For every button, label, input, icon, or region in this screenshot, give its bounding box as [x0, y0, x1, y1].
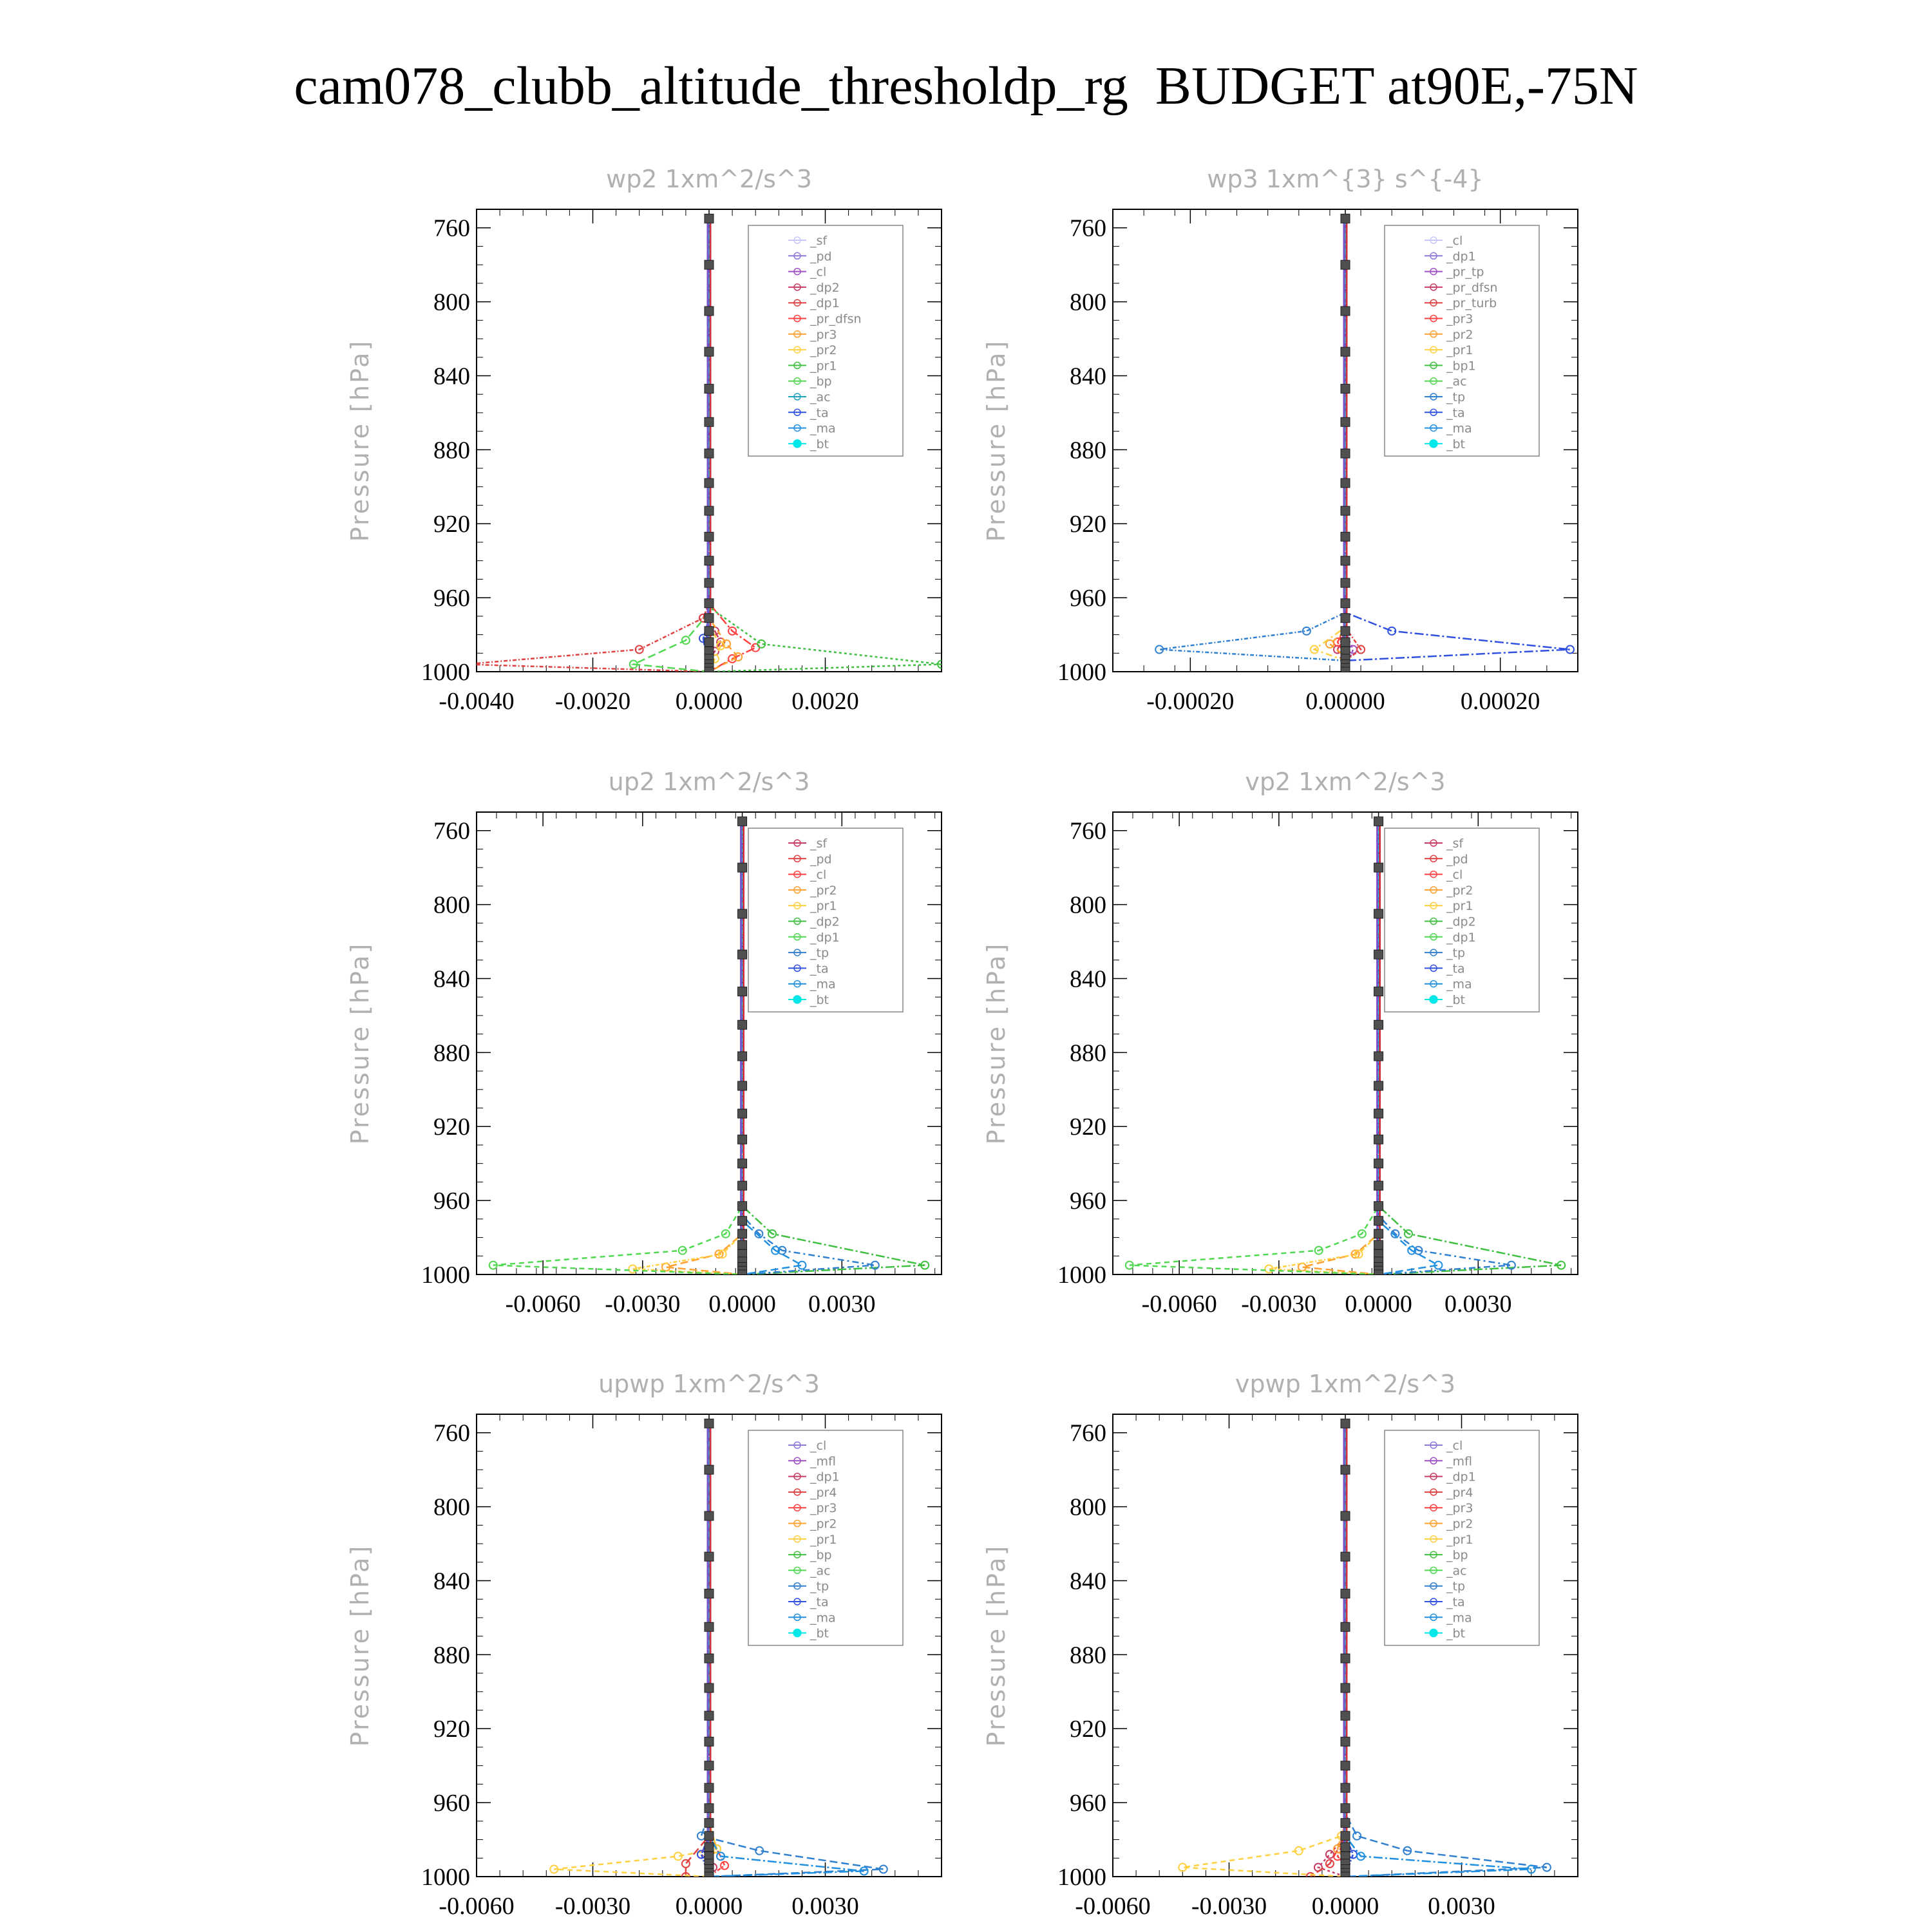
level-marker	[1341, 1711, 1350, 1720]
level-marker	[1341, 1683, 1350, 1692]
legend-label: _pr2	[810, 883, 837, 898]
legend-label: _mfl	[810, 1454, 836, 1469]
level-marker	[705, 260, 714, 269]
level-marker	[1374, 909, 1383, 918]
chart-panel-3	[346, 768, 942, 1318]
x-tick-label: 0.0000	[1345, 1291, 1412, 1318]
legend-label: _tp	[810, 1579, 829, 1594]
level-marker	[705, 449, 714, 458]
level-marker	[738, 1159, 747, 1168]
level-marker	[1374, 1159, 1383, 1168]
legend-label: _ta	[1446, 406, 1465, 421]
level-marker	[705, 578, 714, 587]
legend-label: _ta	[810, 961, 829, 976]
level-marker	[1341, 638, 1350, 647]
level-marker	[738, 1202, 747, 1211]
legend-label: _ac	[1446, 374, 1467, 389]
level-marker	[1374, 1202, 1383, 1211]
y-axis-label: Pressure [hPa]	[982, 942, 1010, 1145]
level-marker	[705, 307, 714, 316]
legend-label: _ma	[1446, 421, 1472, 436]
level-marker	[705, 478, 714, 488]
y-tick-label: 960	[433, 1790, 470, 1817]
legend-label: _pd	[810, 249, 832, 264]
legend	[1385, 225, 1539, 456]
x-tick-label: 0.0000	[1311, 1893, 1379, 1920]
level-marker	[705, 1622, 714, 1631]
level-marker	[1341, 627, 1350, 636]
legend-label: _pr4	[1446, 1485, 1473, 1500]
level-marker	[738, 1135, 747, 1144]
x-tick-label: -0.0030	[1191, 1893, 1267, 1920]
level-marker	[1341, 578, 1350, 587]
legend-label: _dp1	[1446, 249, 1476, 264]
legend-marker	[1430, 1629, 1437, 1637]
level-marker	[1374, 950, 1383, 959]
legend-label: _pd	[1446, 852, 1468, 867]
legend-label: _bt	[1446, 437, 1466, 451]
level-marker	[1374, 863, 1383, 872]
y-tick-label: 880	[1070, 1039, 1106, 1067]
legend-label: _pr3	[810, 327, 837, 342]
legend-label: _cl	[1446, 234, 1463, 248]
legend	[1385, 1430, 1539, 1645]
level-marker	[1341, 1654, 1350, 1663]
y-tick-label: 920	[433, 1113, 470, 1141]
x-tick-label: -0.0030	[605, 1291, 681, 1318]
y-tick-label: 760	[433, 817, 470, 845]
legend-label: _bp	[810, 1548, 832, 1563]
level-marker	[705, 1832, 714, 1841]
series-line-pr1	[554, 1423, 717, 1877]
panel-title: wp3 1xm^{3} s^{-4}	[1207, 165, 1484, 193]
y-tick-label: 840	[1070, 965, 1106, 993]
y-tick-label: 800	[1070, 1493, 1106, 1521]
legend-marker	[793, 1629, 801, 1637]
level-marker	[705, 667, 714, 676]
level-marker	[1374, 1052, 1383, 1061]
x-tick-label: 0.0000	[675, 688, 743, 715]
chart-panel-4	[982, 768, 1578, 1318]
legend-marker	[793, 440, 801, 448]
data-point	[1349, 1851, 1357, 1859]
legend-label: _sf	[810, 234, 828, 248]
y-tick-label: 1000	[1057, 1864, 1106, 1891]
level-marker	[705, 1872, 714, 1881]
y-tick-label: 800	[433, 1493, 470, 1521]
level-marker	[1341, 532, 1350, 541]
legend-label: _pr2	[1446, 327, 1473, 342]
legend-label: _bp	[810, 374, 832, 389]
level-marker	[1341, 1783, 1350, 1792]
legend-marker	[793, 996, 801, 1003]
level-marker	[705, 1842, 714, 1852]
level-marker	[738, 909, 747, 918]
legend-label: _dp1	[810, 930, 840, 945]
legend-marker	[1430, 996, 1437, 1003]
series-line-pr4	[1311, 1423, 1345, 1877]
data-point	[682, 1860, 690, 1868]
y-tick-label: 840	[1070, 1567, 1106, 1595]
level-marker	[1374, 1270, 1383, 1279]
level-marker	[1341, 1589, 1350, 1598]
legend	[1385, 828, 1539, 1012]
level-marker	[738, 1270, 747, 1279]
y-tick-label: 840	[433, 965, 470, 993]
legend-label: _pr3	[810, 1501, 837, 1516]
level-marker	[738, 1240, 747, 1249]
level-marker	[705, 1654, 714, 1663]
legend-label: _pr1	[810, 359, 837, 374]
chart-panel-5	[346, 1370, 942, 1920]
y-tick-label: 800	[1070, 289, 1106, 316]
series-line-bp	[634, 218, 709, 672]
level-marker	[1374, 817, 1383, 826]
level-marker	[1374, 1229, 1383, 1238]
legend-label: _cl	[1446, 867, 1463, 882]
x-tick-label: -0.00020	[1146, 688, 1235, 715]
x-tick-label: 0.0030	[1444, 1291, 1512, 1318]
y-tick-label: 1000	[421, 1864, 470, 1891]
y-tick-label: 880	[1070, 1642, 1106, 1669]
level-marker	[705, 1819, 714, 1828]
legend-label: _pd	[810, 852, 832, 867]
level-marker	[705, 1589, 714, 1598]
y-tick-label: 960	[1070, 1790, 1106, 1817]
legend-label: _pr4	[810, 1485, 837, 1500]
data-point	[1326, 1851, 1334, 1859]
series-line-pr1	[1269, 821, 1378, 1274]
legend-label: _cl	[1446, 1439, 1463, 1453]
level-marker	[705, 1804, 714, 1813]
legend-label: _cl	[810, 1439, 827, 1453]
y-axis-label: Pressure [hPa]	[982, 339, 1010, 542]
level-marker	[705, 532, 714, 541]
series-line-tp	[1159, 218, 1345, 672]
legend-label: _pr_tp	[1446, 265, 1484, 279]
panel-title: vpwp 1xm^2/s^3	[1235, 1370, 1456, 1398]
legend-label: _pr1	[810, 1532, 837, 1547]
legend-label: _bt	[1446, 1626, 1466, 1641]
level-marker	[1341, 1761, 1350, 1770]
legend	[748, 1430, 903, 1645]
level-marker	[1374, 1109, 1383, 1118]
data-point	[697, 1832, 705, 1840]
y-tick-label: 840	[1070, 363, 1106, 390]
level-marker	[738, 817, 747, 826]
data-point	[721, 1862, 728, 1870]
legend-label: _pr1	[1446, 343, 1473, 358]
legend-label: _pr2	[810, 1517, 837, 1531]
level-marker	[738, 1181, 747, 1190]
level-marker	[705, 627, 714, 636]
level-marker	[738, 1109, 747, 1118]
level-marker	[1374, 1217, 1383, 1226]
legend-label: _bt	[810, 993, 829, 1007]
y-tick-label: 760	[433, 214, 470, 242]
legend-label: _sf	[1446, 837, 1464, 851]
panel-title: upwp 1xm^2/s^3	[598, 1370, 820, 1398]
level-marker	[1341, 1819, 1350, 1828]
legend-label: _dp1	[1446, 930, 1476, 945]
level-marker	[738, 987, 747, 996]
level-marker	[1341, 449, 1350, 458]
level-marker	[1374, 1181, 1383, 1190]
legend	[748, 828, 903, 1012]
y-tick-label: 960	[1070, 1188, 1106, 1215]
legend-label: _bt	[810, 437, 829, 451]
chart-panel-6	[982, 1370, 1578, 1920]
legend-label: _pr2	[1446, 883, 1473, 898]
y-tick-label: 760	[433, 1419, 470, 1447]
x-tick-label: -0.0060	[439, 1893, 515, 1920]
x-tick-label: -0.0030	[554, 1893, 631, 1920]
level-marker	[705, 384, 714, 393]
x-tick-label: -0.0030	[1241, 1291, 1317, 1318]
legend-label: _tp	[1446, 946, 1466, 961]
level-marker	[738, 1020, 747, 1029]
legend-label: _pr_dfsn	[810, 312, 862, 327]
x-tick-label: -0.0040	[439, 688, 515, 715]
panel-title: up2 1xm^2/s^3	[608, 768, 810, 796]
level-marker	[705, 1761, 714, 1770]
level-marker	[738, 1217, 747, 1226]
x-tick-label: 0.0030	[1428, 1893, 1495, 1920]
legend-label: _pr1	[1446, 1532, 1473, 1547]
legend-label: _ta	[810, 406, 829, 421]
y-axis-label: Pressure [hPa]	[346, 339, 374, 542]
level-marker	[1341, 478, 1350, 488]
level-marker	[705, 1783, 714, 1792]
y-tick-label: 760	[1070, 214, 1106, 242]
data-point	[1349, 646, 1357, 654]
legend-label: _ac	[810, 390, 831, 404]
y-tick-label: 960	[1070, 585, 1106, 612]
legend-label: _ac	[1446, 1564, 1467, 1578]
level-marker	[1341, 417, 1350, 426]
legend-label: _cl	[810, 265, 827, 279]
x-tick-label: -0.0020	[554, 688, 631, 715]
level-marker	[705, 1552, 714, 1561]
legend-label: _tp	[1446, 390, 1466, 404]
legend-label: _pr1	[810, 899, 837, 914]
level-marker	[705, 638, 714, 647]
level-marker	[705, 1465, 714, 1474]
x-tick-label: 0.0020	[791, 688, 859, 715]
level-marker	[705, 417, 714, 426]
y-tick-label: 760	[1070, 1419, 1106, 1447]
legend-label: _dp2	[810, 914, 840, 929]
x-tick-label: 0.0000	[708, 1291, 776, 1318]
level-marker	[1374, 1240, 1383, 1249]
y-tick-label: 880	[433, 1039, 470, 1067]
level-marker	[1341, 1552, 1350, 1561]
legend-label: _ma	[810, 1611, 836, 1625]
level-marker	[1341, 1419, 1350, 1428]
level-marker	[738, 1229, 747, 1238]
panel-title: vp2 1xm^2/s^3	[1245, 768, 1446, 796]
level-marker	[738, 1052, 747, 1061]
level-marker	[1341, 1842, 1350, 1852]
legend	[748, 225, 903, 456]
y-tick-label: 880	[433, 1642, 470, 1669]
legend-label: _dp2	[1446, 914, 1476, 929]
y-axis-label: Pressure [hPa]	[982, 1544, 1010, 1747]
legend-label: _pr2	[1446, 1517, 1473, 1531]
level-marker	[705, 214, 714, 223]
level-marker	[1341, 556, 1350, 565]
y-tick-label: 1000	[1057, 1262, 1106, 1289]
x-tick-label: 0.00020	[1460, 688, 1540, 715]
level-marker	[1341, 506, 1350, 515]
level-marker	[705, 1683, 714, 1692]
level-marker	[705, 506, 714, 515]
level-marker	[705, 347, 714, 356]
legend-label: _sf	[810, 837, 828, 851]
legend-label: _tp	[810, 946, 829, 961]
level-marker	[705, 1511, 714, 1520]
y-tick-label: 920	[1070, 1113, 1106, 1141]
x-tick-label: -0.0060	[1075, 1893, 1151, 1920]
level-marker	[1374, 987, 1383, 996]
legend-label: _dp1	[1446, 1470, 1476, 1484]
level-marker	[738, 1081, 747, 1090]
level-marker	[705, 1737, 714, 1746]
level-marker	[1341, 599, 1350, 608]
y-tick-label: 800	[1070, 891, 1106, 919]
figure-title: cam078_clubb_altitude_thresholdp_rg BUDGET at90E,-75N	[294, 56, 1638, 116]
legend-label: _pr_turb	[1446, 296, 1497, 311]
legend-label: _bp	[1446, 1548, 1468, 1563]
legend-label: _cl	[810, 867, 827, 882]
legend-label: _dp1	[810, 1470, 840, 1484]
series-line-pr1	[632, 821, 742, 1274]
level-marker	[1341, 667, 1350, 676]
y-tick-label: 920	[433, 511, 470, 538]
legend-label: _dp1	[810, 296, 840, 311]
x-tick-label: 0.0030	[791, 1893, 859, 1920]
legend-label: _pr3	[1446, 1501, 1473, 1516]
chart-panel-2	[982, 165, 1578, 715]
legend-label: _ma	[1446, 977, 1472, 992]
level-marker	[1341, 307, 1350, 316]
x-tick-label: 0.00000	[1305, 688, 1385, 715]
chart-panel-1	[346, 165, 945, 715]
level-marker	[1374, 1081, 1383, 1090]
level-marker	[1341, 347, 1350, 356]
legend-label: _ta	[1446, 1595, 1465, 1609]
legend-label: _ma	[1446, 1611, 1472, 1625]
level-marker	[1341, 1872, 1350, 1881]
legend-label: _pr2	[810, 343, 837, 358]
series-line-pr2	[666, 821, 743, 1274]
legend-label: _bp1	[1446, 359, 1476, 374]
level-marker	[705, 614, 714, 623]
y-tick-label: 920	[1070, 511, 1106, 538]
series-line-dp1	[1130, 821, 1379, 1274]
y-tick-label: 800	[433, 891, 470, 919]
legend-label: _mfl	[1446, 1454, 1472, 1469]
level-marker	[705, 556, 714, 565]
legend-label: _tp	[1446, 1579, 1466, 1594]
series-line-dp1	[465, 218, 709, 672]
level-marker	[1341, 1737, 1350, 1746]
level-marker	[738, 950, 747, 959]
level-marker	[1341, 1622, 1350, 1631]
x-tick-label: -0.0060	[1141, 1291, 1217, 1318]
legend-label: _ma	[810, 421, 836, 436]
y-axis-label: Pressure [hPa]	[346, 942, 374, 1145]
level-marker	[1341, 1511, 1350, 1520]
legend-label: _dp2	[810, 280, 840, 295]
y-tick-label: 760	[1070, 817, 1106, 845]
level-marker	[738, 863, 747, 872]
panel-title: wp2 1xm^2/s^3	[606, 165, 812, 193]
legend-label: _pr_dfsn	[1446, 280, 1498, 295]
y-tick-label: 800	[433, 289, 470, 316]
series-line-pr2	[1302, 821, 1379, 1274]
y-tick-label: 960	[433, 1188, 470, 1215]
legend-label: _pr3	[1446, 312, 1473, 327]
series-line-pr1	[1182, 1423, 1345, 1877]
level-marker	[1374, 1020, 1383, 1029]
legend-label: _bt	[1446, 993, 1466, 1007]
y-tick-label: 1000	[421, 659, 470, 686]
y-tick-label: 1000	[1057, 659, 1106, 686]
y-tick-label: 1000	[421, 1262, 470, 1289]
legend-label: _pr1	[1446, 899, 1473, 914]
legend-label: _ma	[810, 977, 836, 992]
level-marker	[1374, 1135, 1383, 1144]
y-tick-label: 920	[433, 1716, 470, 1743]
y-tick-label: 840	[433, 1567, 470, 1595]
y-tick-label: 880	[433, 437, 470, 464]
legend-label: _ta	[810, 1595, 829, 1609]
y-axis-label: Pressure [hPa]	[346, 1544, 374, 1747]
y-tick-label: 880	[1070, 437, 1106, 464]
level-marker	[1341, 260, 1350, 269]
level-marker	[705, 599, 714, 608]
level-marker	[705, 1711, 714, 1720]
x-tick-label: 0.0000	[675, 1893, 743, 1920]
level-marker	[1341, 1465, 1350, 1474]
level-marker	[1341, 614, 1350, 623]
level-marker	[1341, 214, 1350, 223]
level-marker	[705, 1419, 714, 1428]
x-tick-label: 0.0030	[808, 1291, 876, 1318]
legend-label: _ta	[1446, 961, 1465, 976]
legend-label: _bt	[810, 1626, 829, 1641]
y-tick-label: 960	[433, 585, 470, 612]
level-marker	[1341, 1832, 1350, 1841]
series-line-dp1	[493, 821, 743, 1274]
level-marker	[1341, 1804, 1350, 1813]
y-tick-label: 920	[1070, 1716, 1106, 1743]
level-marker	[1341, 384, 1350, 393]
legend-marker	[1430, 440, 1437, 448]
legend-label: _ac	[810, 1564, 831, 1578]
x-tick-label: -0.0060	[505, 1291, 581, 1318]
y-tick-label: 840	[433, 363, 470, 390]
